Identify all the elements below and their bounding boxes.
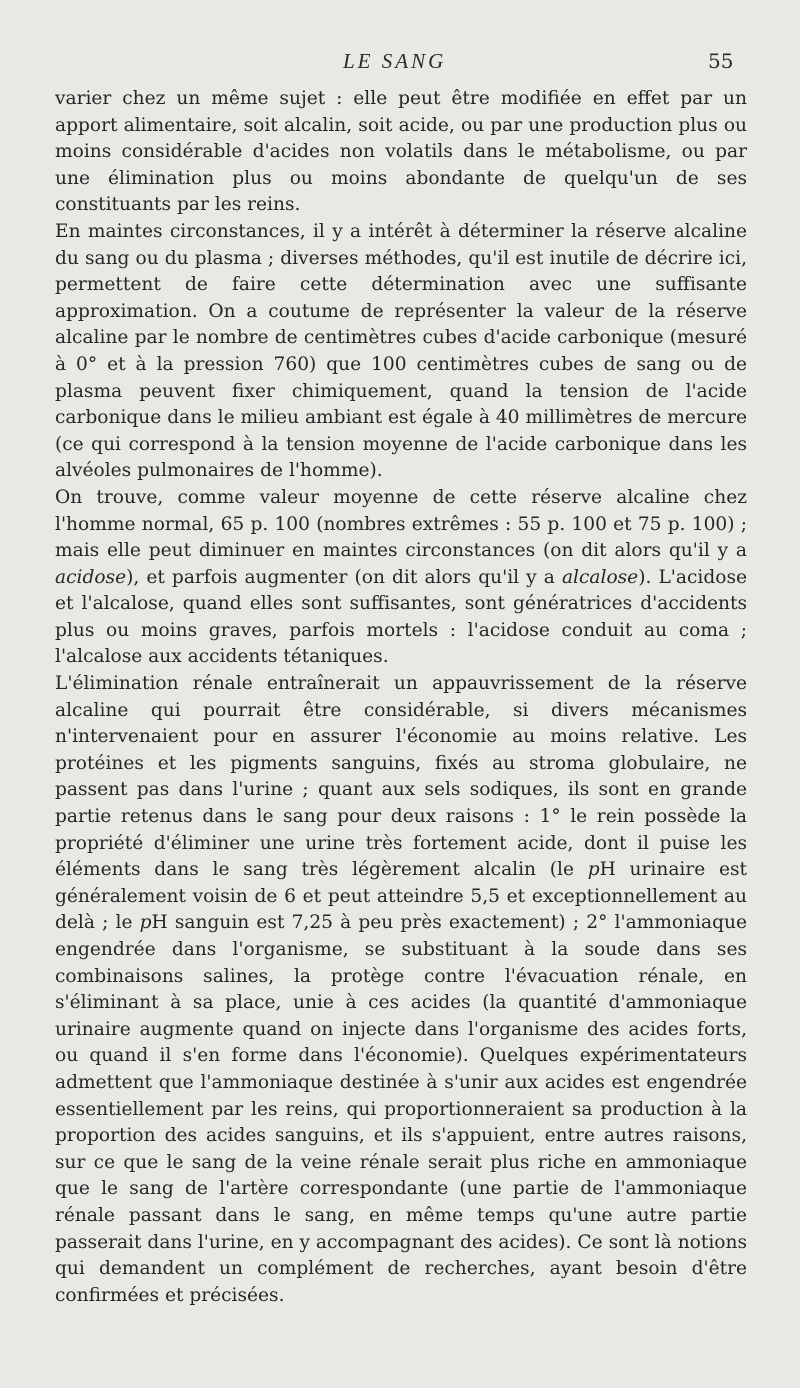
paragraph-2: En maintes circonstances, il y a intérêt à déterminer la réserve alcaline du sang ou du plasma ; diverses méthodes, qu'il est inutile de décrire ici, permettent de faire cette détermination avec une suffisante approximation. On a coutume de représenter la valeur de la réserve alcaline par le nombre de centimètres cubes d'acide carbonique (mesuré à 0° et à la pression 760) que 100 centimètres cubes de sang ou de plasma peuvent fixer chimiquement, quand la tension de l'acide carbonique dans le milieu ambiant est égale à 40 millimètres de mercure (ce qui correspond à la tension moyenne de l'acide carbonique dans les alvéoles pulmonaires de l'homme). <box>55 220 747 482</box>
ph-italic-p-2: p <box>139 912 152 934</box>
paragraph-3 <box>55 485 747 671</box>
paragraph-4-text-b: H urinaire est généralement voisin de 6 et peut atteindre 5,5 et exceptionnellement au delà ; le <box>55 859 748 934</box>
paragraph-3-text-a: On trouve, comme valeur moyenne de cette réserve alcaline chez l'homme normal, 65 p. 100 (nombres extrêmes : 55 p. 100 et 75 p. 100) ; mais elle peut diminuer en maintes circonstances (on dit alors qu'il y a <box>55 486 747 562</box>
paragraph-3-text-b: ), et parfois augmenter (on dit alors qu'il y a <box>126 566 562 588</box>
running-title: LE SANG <box>343 49 447 73</box>
term-acidose: acidose <box>55 566 127 588</box>
paragraph-3-text-c: ). L'acidose et l'alcalose, quand elles sont suffisantes, sont génératrices d'accidents plus ou moins graves, parfois mortels : l'acidose conduit au coma ; l'alcalose aux accidents tétaniques. <box>55 566 747 668</box>
body-text <box>55 86 747 1309</box>
ph-italic-p-1: p <box>587 859 600 881</box>
page-number: 55 <box>708 49 734 73</box>
paragraph-1: varier chez un même sujet : elle peut être modifiée en effet par un apport alimentaire, soit alcalin, soit acide, ou par une production plus ou moins considérable d'acides non volatils dans le métabolisme, ou par une élimination plus ou moins abondante de quelqu'un de ses constituants par les reins. <box>55 88 747 216</box>
term-alcalose: alcalose <box>561 566 639 588</box>
paragraph-4-text-c: H sanguin est 7,25 à peu près exactement) ; 2° l'ammoniaque engendrée dans l'organisme, se substituant à la soude dans ses combinaisons salines, la protège contre l'évacuation rénale, en s'éliminant à sa place, unie à ces acides (la quantité d'ammoniaque urinaire augmente quand on injecte dans l'organisme des acides forts, ou quand il s'en forme dans l'économie). Quelques expérimentateurs admettent que l'ammoniaque destinée à s'unir aux acides est engendrée essentiellement par les reins, qui proportionneraient sa production à la proportion des acides sanguins, et ils s'appuient, entre autres raisons, sur ce que le sang de la veine rénale serait plus riche en ammoniaque que le sang de l'artère correspondante (une partie de l'ammoniaque rénale passant dans le sang, en même temps qu'une autre partie passerait dans l'urine, en y accompagnant des acides). Ce sont là notions qui demandent un complément de recherches, ayant besoin d'être confirmées et précisées. <box>55 912 748 1306</box>
paragraph-4 <box>55 671 747 1309</box>
paragraph-4-text-a: L'élimination rénale entraînerait un appauvrissement de la réserve alcaline qui pourrait être considérable, si divers mécanismes n'intervenaient pour en assurer l'économie au moins relative. Les protéines et les pigments sanguins, fixés au stroma globulaire, ne passent pas dans l'urine ; quant aux sels sodiques, ils sont en grande partie retenus dans le sang pour deux raisons : 1° le rein possède la propriété d'éliminer une urine très fortement acide, dont il puise les éléments dans le sang très légèrement alcalin (le <box>55 673 747 881</box>
